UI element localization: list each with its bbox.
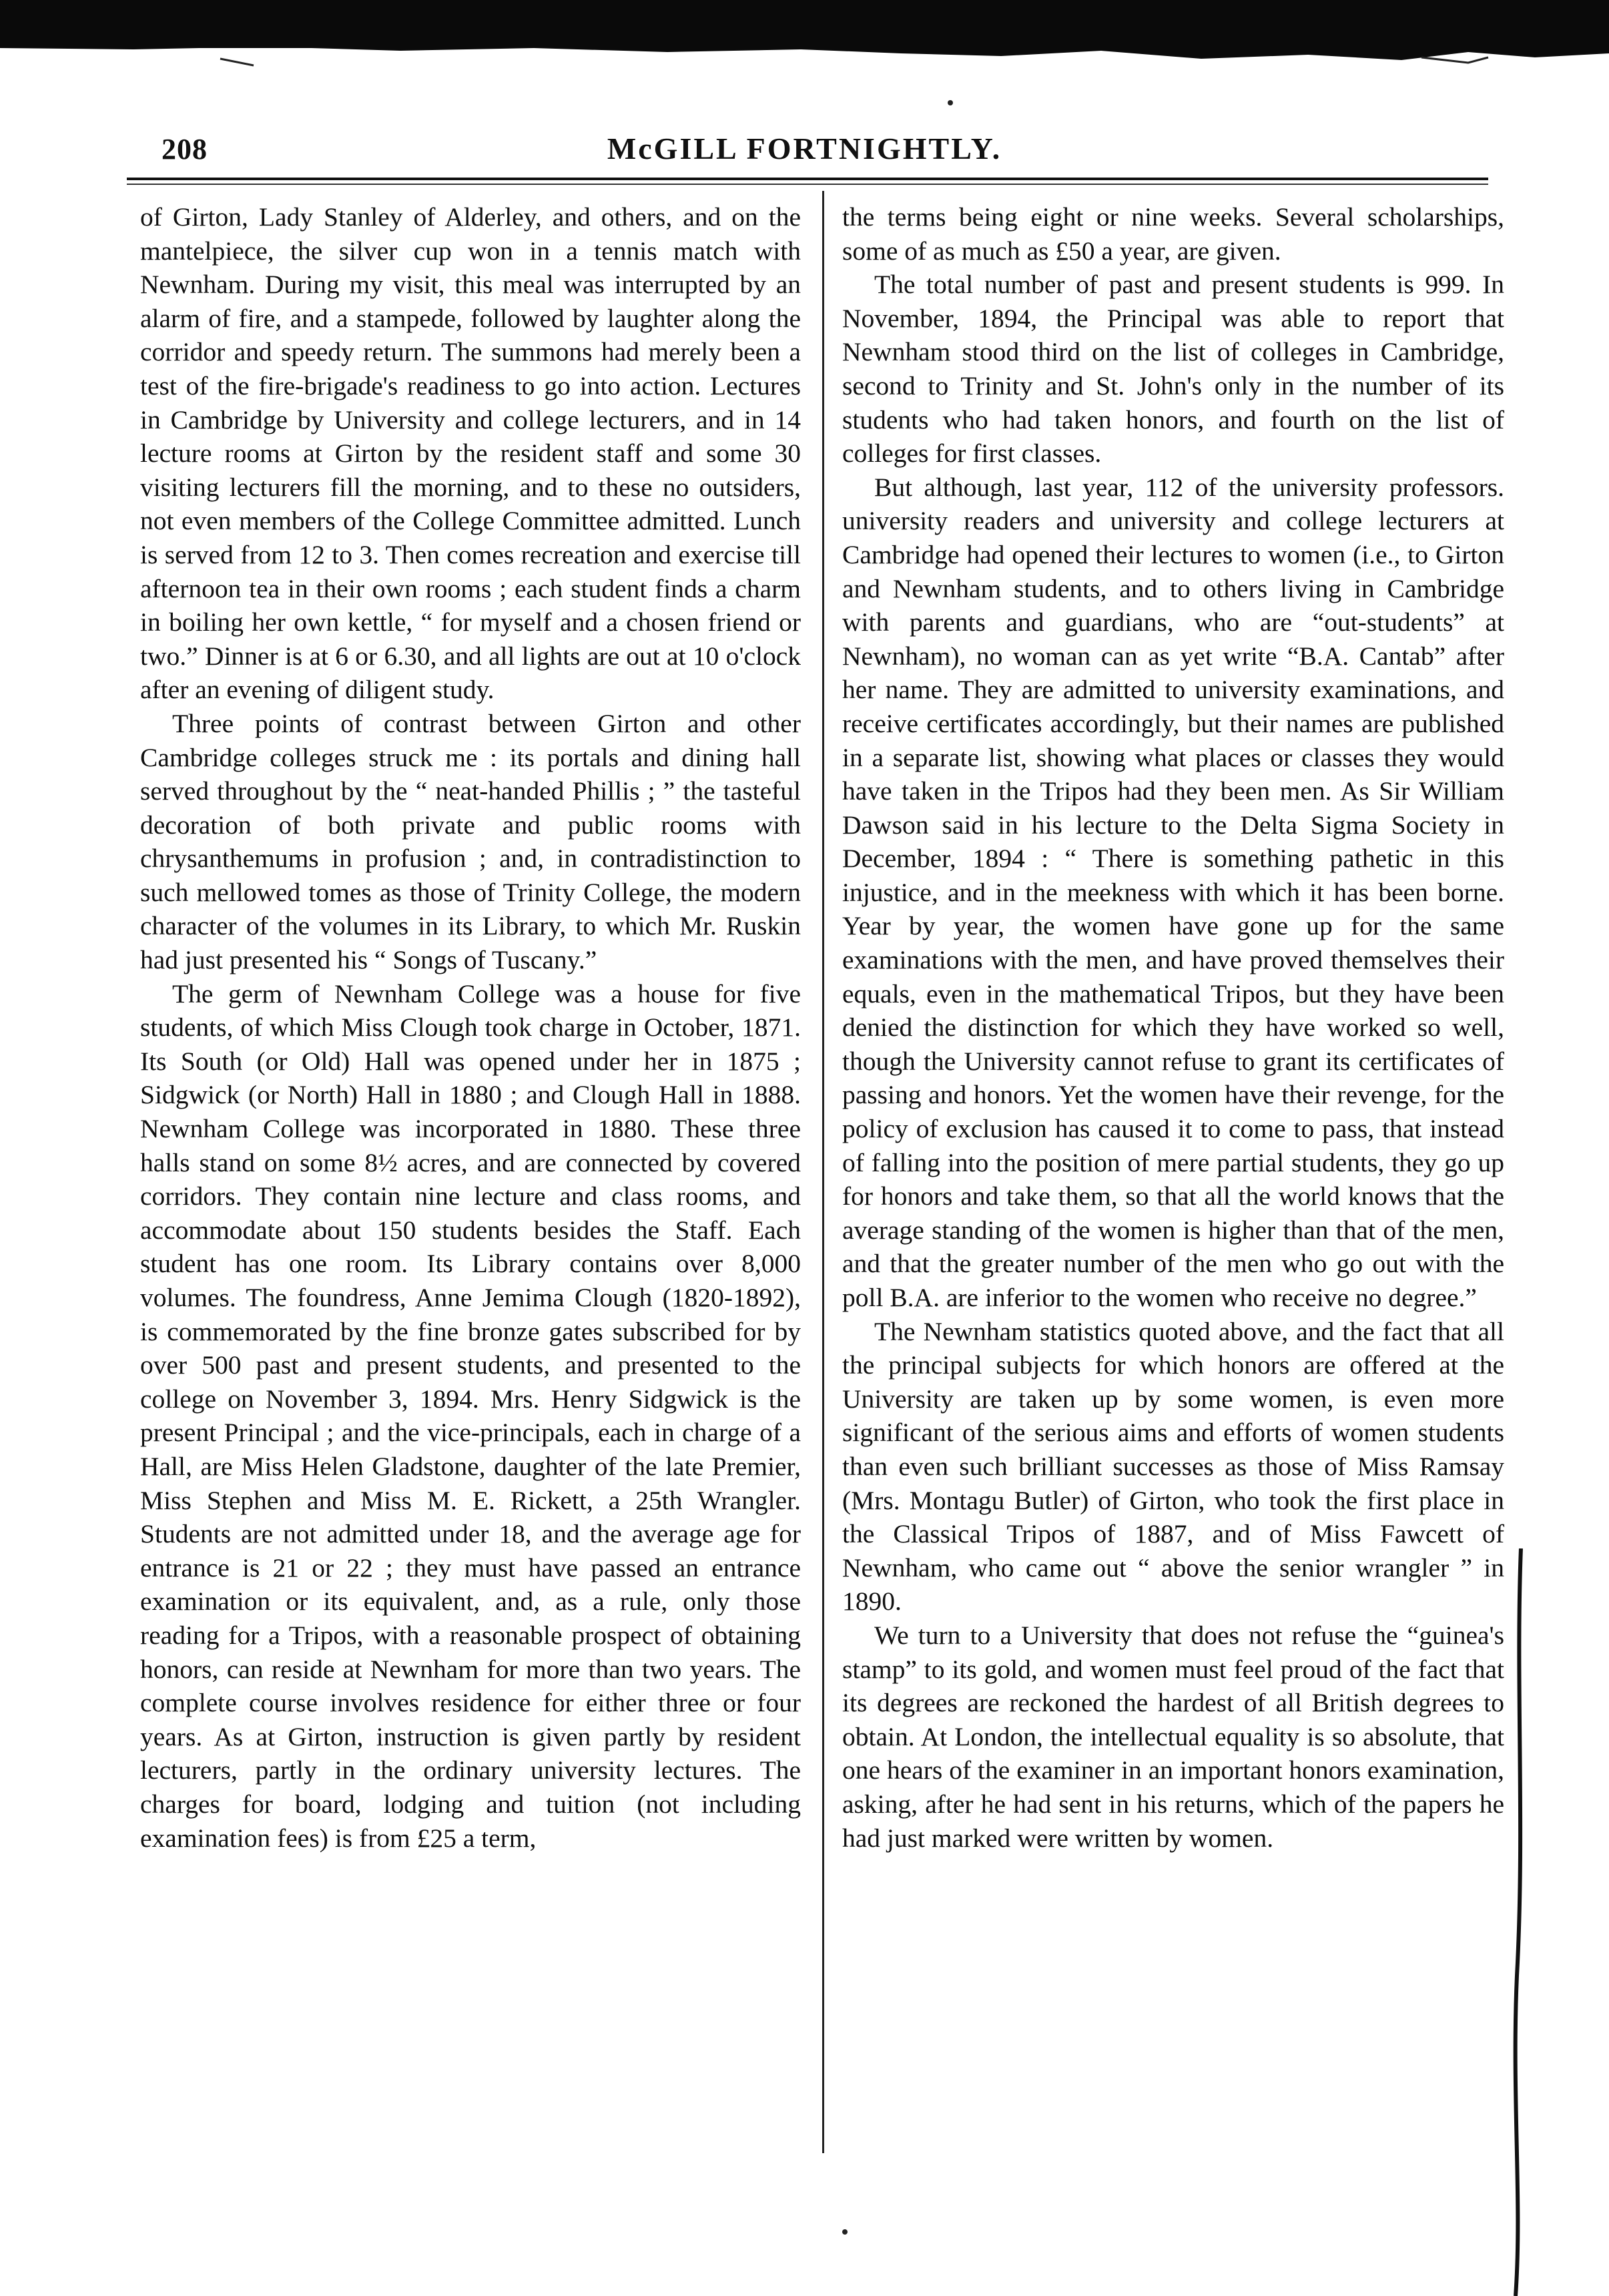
running-head: McGILL FORTNIGHTLY. bbox=[607, 131, 1002, 166]
paragraph: The total number of past and present students is 999. In November, 1894, the Principal was able to report that Newnham stood third on the list of colleges in Cambridge, second to Trinity and St. John's only in the number of its students who had taken honors, and fourth on the list of colleges for first classes. bbox=[842, 270, 1504, 469]
scan-edge-ragged bbox=[0, 45, 1609, 72]
paragraph: The germ of Newnham College was a house for five students, of which Miss Clough took charge in October, 1871. Its South (or Old) Hall was opened under her in 1875 ; Sidgwick (or North) Hall in 1880 ; and Clough Hall in 1888. Newnham College was incorporated in 1880. These three halls stand on some 8½ acres, and are connected by covered corridors. They contain nine lecture and class rooms, and accommodate about 150 students besides the Staff. Each student has one room. Its Library contains over 8,000 volumes. The foundress, Anne Jemima Clough (1820-1892), is commemorated by the fine bronze gates subscribed for by over 500 past and present students, and presented to the college on November 3, 1894. Mrs. Henry Sidgwick is the present Principal ; and the vice-principals, each in charge of a Hall, are Miss Helen Gladstone, daughter of the late Premier, Miss Stephen and Miss M. E. Rickett, a 25th Wrangler. Students are not admitted under 18, and the average age for entrance is 21 or 22 ; they must have passed an entrance examination or its equivalent, and, as a rule, only those reading for a Tripos, with a reasonable prospect of obtaining honors, can reside at Newnham for more than two years. The complete course involves residence for either three or four years. As at Girton, instruction is given partly by resident lecturers, partly in the ordinary university lectures. The charges for board, lodging and tuition (not including examination fees) is from £25 a term, bbox=[140, 978, 801, 1853]
paragraph: of Girton, Lady Stanley of Alderley, and others, and on the mantelpiece, the silver cup won in a tennis match with Newnham. During my visit, this meal was interrupted by an alarm of fire, and a stampede, followed by laughter along the corridor and speedy return. The summons had merely been a test of the fire-brigade's readiness to go into action. Lectures in Cambridge by University and college lecturers, and in 14 lecture rooms at Girton by the resident staff and some 30 visiting lecturers fill the morning, and to these no outsiders, not even members of the College Committee admitted. Lunch is served from 12 to 3. Then comes recreation and exercise till afternoon tea in their own rooms ; each student finds a charm in boiling her own kettle, “ for myself and a chosen friend or two.” Dinner is at 6 or 6.30, and all lights are out at 10 o'clock after an evening of diligent study. bbox=[140, 202, 801, 705]
binding-edge-mark bbox=[1502, 1548, 1529, 2296]
right-column bbox=[842, 200, 1504, 1855]
paragraph: The Newnham statistics quoted above, and the fact that all the principal subjects for which honors are offered at the University are taken up by some women, is even more significant of the serious aims and efforts of women students than even such brilliant successes as those of Miss Ramsay (Mrs. Montagu Butler) of Girton, who took the first place in the Classical Tripos of 1887, and of Miss Fawcett of Newnham, who came out “ above the senior wrangler ” in 1890. bbox=[842, 1316, 1504, 1617]
left-column bbox=[140, 200, 801, 1855]
page-number: 208 bbox=[162, 133, 208, 166]
column-divider bbox=[822, 191, 824, 2153]
paragraph: We turn to a University that does not refuse the “guinea's stamp” to its gold, and women must feel proud of the fact that its degrees are reckoned the hardest of all British degrees to obtain. At London, the intellectual equality is so absolute, that one hears of the examiner in an important honors examination, asking, after he had sent in his returns, which of the papers he had just marked were written by women. bbox=[842, 1620, 1504, 1853]
paragraph: But although, last year, 112 of the university professors. university readers and university and college lecturers at Cambridge had opened their lectures to women (i.e., to Girton and Newnham students, and to others living in Cambridge with parents and guardians, who are “out-students” at Newnham), no woman can as yet write “B.A. Cantab” after her name. They are admitted to university examinations, and receive certificates accordingly, but their names are published in a separate list, showing what places or classes they would have taken in the Tripos had they been men. As Sir William Dawson said in his lecture to the Delta Sigma Society in December, 1894 : “ There is something pathetic in this injustice, and in the meekness with which it has been borne. Year by year, the women have gone up for the same examinations with the men, and have proved themselves their equals, even in the mathematical Tripos, but they have been denied the distinction for which they have worked so well, though the University cannot refuse to grant its certificates of passing and honors. Yet the women have their revenge, for the policy of exclusion has caused it to come to pass, that instead of falling into the position of mere partial students, they go up for honors and take them, so that all the world knows that the average standing of the women is higher than that of the men, and that the greater number of the men who go out with the poll B.A. are inferior to the women who receive no degree.” bbox=[842, 472, 1504, 1312]
scan-edge-band bbox=[0, 0, 1609, 48]
paragraph: Three points of contrast between Girton and other Cambridge colleges struck me : its portals and dining hall served throughout by the “ neat-handed Phillis ; ” the tasteful decoration of both private and public rooms with chrysanthemums in profusion ; and, in contradistinction to such mellowed tomes as those of Trinity College, the modern character of the volumes in its Library, to which Mr. Ruskin had just presented his “ Songs of Tuscany.” bbox=[140, 708, 801, 975]
header-rule bbox=[127, 178, 1488, 180]
header-rule-thin bbox=[127, 184, 1488, 185]
scan-speck bbox=[842, 2229, 848, 2235]
scan-speck bbox=[948, 100, 953, 105]
paragraph: the terms being eight or nine weeks. Several scholarships, some of as much as £50 a year, are given. bbox=[842, 202, 1504, 266]
